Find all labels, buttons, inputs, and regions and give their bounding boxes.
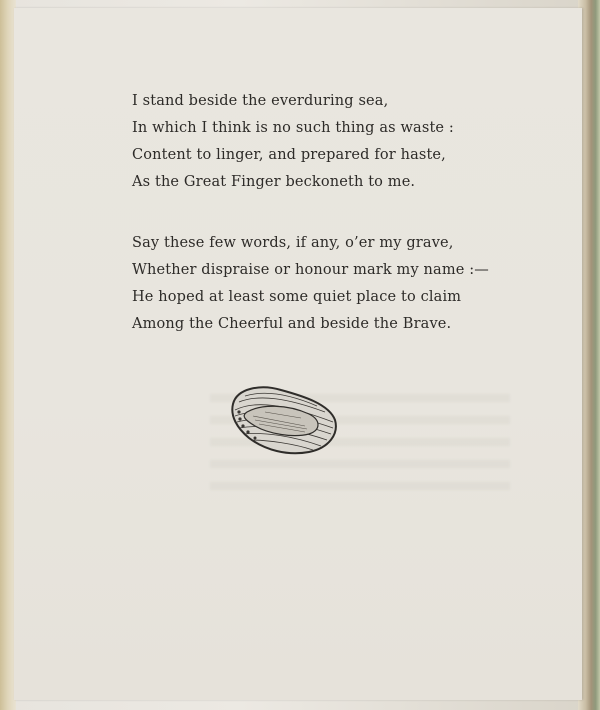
poem-line: Content to linger, and prepared for haste,: [132, 147, 446, 163]
poem-line: He hoped at least some quiet place to claim: [132, 289, 462, 305]
poem-line: As the Great Finger beckoneth to me.: [132, 174, 416, 190]
stanza: [132, 88, 489, 196]
poem-line: Among the Cheerful and beside the Brave.: [132, 316, 452, 332]
stanza: [132, 230, 489, 338]
poem-line: In which I think is no such thing as waste :: [132, 120, 454, 136]
poem-line: Whether dispraise or honour mark my name :—: [132, 262, 489, 278]
shell-engraving-icon: [225, 382, 341, 458]
poem-line: I stand beside the everduring sea,: [132, 93, 389, 109]
poem-line: Say these few words, if any, o’er my grave,: [132, 235, 454, 251]
poem: [132, 88, 489, 372]
